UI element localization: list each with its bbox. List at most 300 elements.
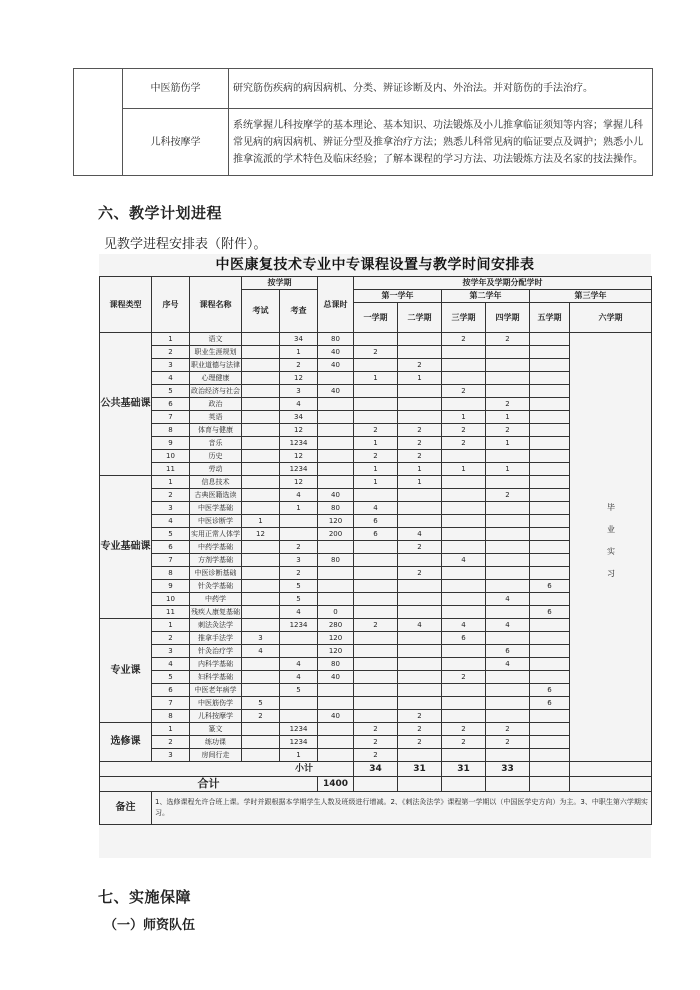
table-cell — [486, 528, 530, 541]
table-cell: 1234 — [280, 619, 318, 632]
table-cell — [318, 450, 354, 463]
table-cell — [354, 567, 398, 580]
table-cell — [530, 489, 570, 502]
table-cell: 2 — [442, 424, 486, 437]
table-cell — [486, 541, 530, 554]
table-cell: 1 — [442, 411, 486, 424]
table-row — [100, 697, 652, 710]
header-check: 考查 — [280, 290, 318, 333]
table-cell: 4 — [242, 645, 280, 658]
table-cell: 4 — [152, 515, 190, 528]
table-cell — [354, 359, 398, 372]
table-cell: 1234 — [280, 463, 318, 476]
total-value: 1400 — [318, 777, 354, 792]
table-cell: 2 — [354, 749, 398, 762]
table-cell: 1 — [486, 437, 530, 450]
table-cell: 3 — [152, 749, 190, 762]
header-course: 课程名称 — [190, 277, 242, 333]
table-cell: 2 — [152, 346, 190, 359]
table-cell: 6 — [486, 645, 530, 658]
subtotal-s3: 31 — [442, 762, 486, 777]
table-cell — [318, 437, 354, 450]
table-cell: 信息技术 — [190, 476, 242, 489]
table-cell — [486, 632, 530, 645]
table-cell — [318, 723, 354, 736]
table-cell — [318, 567, 354, 580]
category-cell: 公共基础课 — [100, 333, 152, 476]
table-row — [100, 736, 652, 749]
table-cell: 7 — [152, 411, 190, 424]
table-cell — [530, 359, 570, 372]
table-cell: 4 — [354, 502, 398, 515]
table-cell — [318, 463, 354, 476]
total-label: 合计 — [100, 777, 318, 792]
table-cell — [354, 333, 398, 346]
table-cell: 1 — [152, 619, 190, 632]
table-cell: 2 — [398, 541, 442, 554]
table-cell — [442, 346, 486, 359]
table-cell — [398, 606, 442, 619]
section-6-paragraph: 见教学进程安排表（附件）。 — [104, 237, 267, 252]
table-cell: 1 — [354, 476, 398, 489]
table-cell — [442, 528, 486, 541]
table-cell: 4 — [442, 554, 486, 567]
table-cell: 1 — [280, 502, 318, 515]
table-cell: 内科学基础 — [190, 658, 242, 671]
table-cell — [442, 580, 486, 593]
table-row — [100, 580, 652, 593]
table-cell: 职业道德与法律 — [190, 359, 242, 372]
table-cell: 80 — [318, 658, 354, 671]
table-cell — [442, 372, 486, 385]
table-cell: 6 — [530, 606, 570, 619]
table-cell — [486, 450, 530, 463]
table-cell: 劳动 — [190, 463, 242, 476]
table-cell — [398, 502, 442, 515]
table-cell — [242, 333, 280, 346]
table-cell: 5 — [280, 593, 318, 606]
table-cell: 5 — [152, 385, 190, 398]
table-cell: 3 — [152, 502, 190, 515]
schedule-image — [99, 254, 651, 858]
table-cell: 2 — [442, 437, 486, 450]
table-cell — [530, 645, 570, 658]
table-cell: 2 — [442, 671, 486, 684]
table-cell: 2 — [442, 385, 486, 398]
table-cell — [242, 489, 280, 502]
table-cell: 3 — [152, 359, 190, 372]
table-row — [100, 359, 652, 372]
table-cell: 中医筋伤学 — [190, 697, 242, 710]
table-row — [100, 528, 652, 541]
table-cell: 1 — [280, 346, 318, 359]
table-cell: 120 — [318, 515, 354, 528]
table-cell — [242, 554, 280, 567]
table-cell: 1 — [398, 476, 442, 489]
table-row — [100, 671, 652, 684]
table-cell: 4 — [280, 489, 318, 502]
table-row — [74, 69, 653, 109]
table-cell: 1 — [486, 411, 530, 424]
table-cell: 推拿手法学 — [190, 632, 242, 645]
table-cell — [530, 411, 570, 424]
header-total: 总课时 — [318, 277, 354, 333]
table-cell — [354, 658, 398, 671]
table-cell — [242, 684, 280, 697]
table-cell — [318, 541, 354, 554]
table-cell: 12 — [242, 528, 280, 541]
header-no: 序号 — [152, 277, 190, 333]
table-cell: 80 — [318, 333, 354, 346]
table-cell — [398, 580, 442, 593]
table-cell — [398, 671, 442, 684]
table-cell — [398, 333, 442, 346]
table-cell: 8 — [152, 710, 190, 723]
table-cell: 12 — [280, 372, 318, 385]
table-cell — [242, 619, 280, 632]
table-cell — [354, 541, 398, 554]
graduation-cell: 毕业实习 — [570, 333, 652, 762]
category-cell — [74, 69, 123, 176]
table-cell: 40 — [318, 385, 354, 398]
total-row — [100, 777, 652, 792]
table-cell — [486, 476, 530, 489]
table-row — [100, 606, 652, 619]
table-cell — [530, 385, 570, 398]
table-cell: 2 — [280, 567, 318, 580]
table-row — [100, 684, 652, 697]
table-cell — [242, 502, 280, 515]
table-cell — [486, 372, 530, 385]
table-cell — [242, 398, 280, 411]
table-cell: 针灸学基础 — [190, 580, 242, 593]
table-cell — [442, 476, 486, 489]
table-cell: 10 — [152, 593, 190, 606]
table-cell: 3 — [280, 385, 318, 398]
table-cell — [442, 710, 486, 723]
table-row — [100, 502, 652, 515]
table-cell: 2 — [152, 736, 190, 749]
table-row — [100, 450, 652, 463]
table-cell — [530, 424, 570, 437]
table-cell: 280 — [318, 619, 354, 632]
table-cell: 2 — [242, 710, 280, 723]
table-cell — [354, 489, 398, 502]
course-description-table — [73, 68, 653, 176]
table-cell — [442, 645, 486, 658]
table-cell — [242, 463, 280, 476]
table-cell: 6 — [152, 398, 190, 411]
table-cell — [530, 619, 570, 632]
note-label: 备注 — [100, 792, 152, 825]
table-cell: 方剂学基础 — [190, 554, 242, 567]
table-cell: 9 — [152, 580, 190, 593]
table-cell: 1 — [242, 515, 280, 528]
table-cell — [442, 684, 486, 697]
table-cell: 篆文 — [190, 723, 242, 736]
table-cell: 12 — [280, 450, 318, 463]
table-cell — [242, 385, 280, 398]
table-row — [100, 424, 652, 437]
table-cell — [242, 411, 280, 424]
table-cell — [318, 736, 354, 749]
table-row — [100, 398, 652, 411]
table-cell — [242, 372, 280, 385]
table-cell: 刺法灸法学 — [190, 619, 242, 632]
table-row — [100, 645, 652, 658]
table-cell: 12 — [280, 424, 318, 437]
table-cell: 妇科学基础 — [190, 671, 242, 684]
table-cell: 4 — [486, 593, 530, 606]
table-cell: 120 — [318, 645, 354, 658]
table-cell: 残疾人康复基础 — [190, 606, 242, 619]
table-cell — [318, 749, 354, 762]
table-cell — [486, 502, 530, 515]
table-cell: 40 — [318, 359, 354, 372]
table-cell: 1 — [152, 723, 190, 736]
table-row — [100, 567, 652, 580]
table-cell — [354, 632, 398, 645]
table-cell — [242, 567, 280, 580]
table-cell: 1 — [152, 333, 190, 346]
table-cell — [398, 593, 442, 606]
table-cell — [442, 359, 486, 372]
header-year3: 第三学年 — [530, 290, 652, 303]
table-cell — [280, 697, 318, 710]
table-cell — [530, 515, 570, 528]
table-row — [100, 632, 652, 645]
table-cell: 6 — [152, 684, 190, 697]
table-cell — [486, 359, 530, 372]
table-cell: 7 — [152, 554, 190, 567]
table-cell — [486, 606, 530, 619]
table-cell — [530, 437, 570, 450]
table-cell — [354, 593, 398, 606]
schedule-title: 中医康复技术专业中专课程设置与教学时间安排表 — [215, 257, 535, 273]
table-cell: 中医诊断学 — [190, 515, 242, 528]
table-cell — [398, 515, 442, 528]
table-cell: 80 — [318, 502, 354, 515]
table-cell: 12 — [280, 476, 318, 489]
table-cell — [318, 398, 354, 411]
table-cell — [530, 528, 570, 541]
table-cell: 1 — [398, 372, 442, 385]
table-cell — [398, 645, 442, 658]
note-row — [100, 792, 652, 825]
table-cell: 1 — [354, 437, 398, 450]
header-exam: 考试 — [242, 290, 280, 333]
table-cell: 5 — [152, 528, 190, 541]
table-cell: 5 — [280, 580, 318, 593]
table-cell — [318, 697, 354, 710]
table-cell: 4 — [152, 372, 190, 385]
table-cell: 2 — [398, 736, 442, 749]
table-cell — [398, 489, 442, 502]
table-row — [100, 554, 652, 567]
table-cell: 实用正常人体学 — [190, 528, 242, 541]
table-cell — [354, 645, 398, 658]
table-cell: 音乐 — [190, 437, 242, 450]
table-row — [100, 541, 652, 554]
table-cell: 政治经济与社会 — [190, 385, 242, 398]
table-cell: 3 — [242, 632, 280, 645]
table-cell: 2 — [398, 567, 442, 580]
table-cell — [354, 398, 398, 411]
table-cell — [354, 580, 398, 593]
table-cell — [442, 749, 486, 762]
table-cell — [530, 593, 570, 606]
section-7-subheading: （一）师资队伍 — [104, 918, 196, 933]
table-cell: 心理健康 — [190, 372, 242, 385]
table-cell — [354, 710, 398, 723]
table-cell: 6 — [152, 541, 190, 554]
table-cell: 80 — [318, 554, 354, 567]
table-cell — [398, 398, 442, 411]
table-cell — [530, 372, 570, 385]
table-cell: 4 — [398, 619, 442, 632]
table-cell — [486, 710, 530, 723]
table-cell: 2 — [486, 424, 530, 437]
table-cell: 练功课 — [190, 736, 242, 749]
table-cell — [354, 684, 398, 697]
table-cell — [398, 632, 442, 645]
table-cell: 2 — [486, 489, 530, 502]
table-cell — [530, 671, 570, 684]
table-cell — [530, 710, 570, 723]
table-cell — [280, 515, 318, 528]
table-cell — [354, 385, 398, 398]
table-cell — [280, 632, 318, 645]
table-cell: 2 — [152, 632, 190, 645]
table-cell — [530, 333, 570, 346]
table-cell — [530, 450, 570, 463]
table-cell: 2 — [354, 736, 398, 749]
table-cell: 2 — [442, 736, 486, 749]
table-cell: 职业生涯规划 — [190, 346, 242, 359]
table-cell: 2 — [354, 424, 398, 437]
schedule-body — [100, 333, 652, 762]
table-cell: 1 — [486, 463, 530, 476]
table-cell: 4 — [280, 671, 318, 684]
table-cell — [398, 346, 442, 359]
table-row — [100, 333, 652, 346]
table-cell — [318, 580, 354, 593]
note-text: 1、选修课程允许合班上课。学时并跟根据本学期学生人数及班级进行增减。2、《刺法灸法学》课程第一学期以（中国医学史方向）为主。3、中职生第六学期实习。 — [152, 792, 652, 825]
table-cell — [486, 554, 530, 567]
table-row — [100, 515, 652, 528]
table-cell: 34 — [280, 333, 318, 346]
table-cell — [354, 411, 398, 424]
table-cell: 4 — [280, 658, 318, 671]
table-row — [100, 593, 652, 606]
header-s4: 四学期 — [486, 303, 530, 333]
header-s2: 二学期 — [398, 303, 442, 333]
table-cell — [530, 749, 570, 762]
table-cell — [398, 658, 442, 671]
table-row — [100, 489, 652, 502]
table-cell — [442, 489, 486, 502]
table-cell — [242, 749, 280, 762]
table-cell — [242, 593, 280, 606]
table-cell — [398, 749, 442, 762]
table-cell: 2 — [398, 437, 442, 450]
subtotal-row — [100, 762, 652, 777]
table-cell — [242, 723, 280, 736]
table-cell: 1 — [354, 463, 398, 476]
category-cell: 专业基础课 — [100, 476, 152, 619]
table-cell: 6 — [530, 684, 570, 697]
table-cell — [354, 671, 398, 684]
table-cell: 1 — [152, 476, 190, 489]
table-cell — [442, 606, 486, 619]
table-cell: 11 — [152, 606, 190, 619]
table-cell — [530, 476, 570, 489]
table-cell: 2 — [398, 450, 442, 463]
table-cell — [442, 593, 486, 606]
schedule-table — [99, 276, 652, 825]
table-row — [100, 658, 652, 671]
table-cell: 4 — [280, 606, 318, 619]
table-cell — [242, 359, 280, 372]
table-cell — [530, 502, 570, 515]
table-cell: 英语 — [190, 411, 242, 424]
table-cell: 6 — [530, 580, 570, 593]
table-cell: 3 — [152, 645, 190, 658]
table-cell — [486, 671, 530, 684]
table-cell — [486, 749, 530, 762]
table-cell — [354, 606, 398, 619]
table-cell: 中医学基础 — [190, 502, 242, 515]
table-cell: 历史 — [190, 450, 242, 463]
table-cell: 2 — [398, 710, 442, 723]
table-cell — [530, 346, 570, 359]
table-cell: 政治 — [190, 398, 242, 411]
table-cell: 1 — [442, 463, 486, 476]
table-cell: 2 — [354, 723, 398, 736]
table-cell — [486, 697, 530, 710]
table-cell: 1234 — [280, 437, 318, 450]
table-cell — [486, 515, 530, 528]
table-cell: 1 — [354, 372, 398, 385]
table-cell: 6 — [530, 697, 570, 710]
table-row — [100, 346, 652, 359]
table-cell — [486, 684, 530, 697]
table-cell: 8 — [152, 424, 190, 437]
header-category: 课程类型 — [100, 277, 152, 333]
table-cell — [530, 398, 570, 411]
table-cell — [442, 450, 486, 463]
header-s5: 五学期 — [530, 303, 570, 333]
table-cell — [530, 632, 570, 645]
table-cell — [242, 658, 280, 671]
table-cell: 2 — [486, 723, 530, 736]
table-cell — [442, 658, 486, 671]
table-cell — [442, 515, 486, 528]
table-cell: 40 — [318, 346, 354, 359]
table-cell: 40 — [318, 710, 354, 723]
table-cell — [318, 372, 354, 385]
table-cell — [530, 723, 570, 736]
table-cell — [530, 736, 570, 749]
table-cell: 2 — [354, 450, 398, 463]
table-cell — [398, 697, 442, 710]
table-cell — [242, 671, 280, 684]
table-cell: 4 — [486, 658, 530, 671]
table-cell: 1234 — [280, 736, 318, 749]
table-cell — [242, 736, 280, 749]
table-cell: 1234 — [280, 723, 318, 736]
table-row — [100, 463, 652, 476]
